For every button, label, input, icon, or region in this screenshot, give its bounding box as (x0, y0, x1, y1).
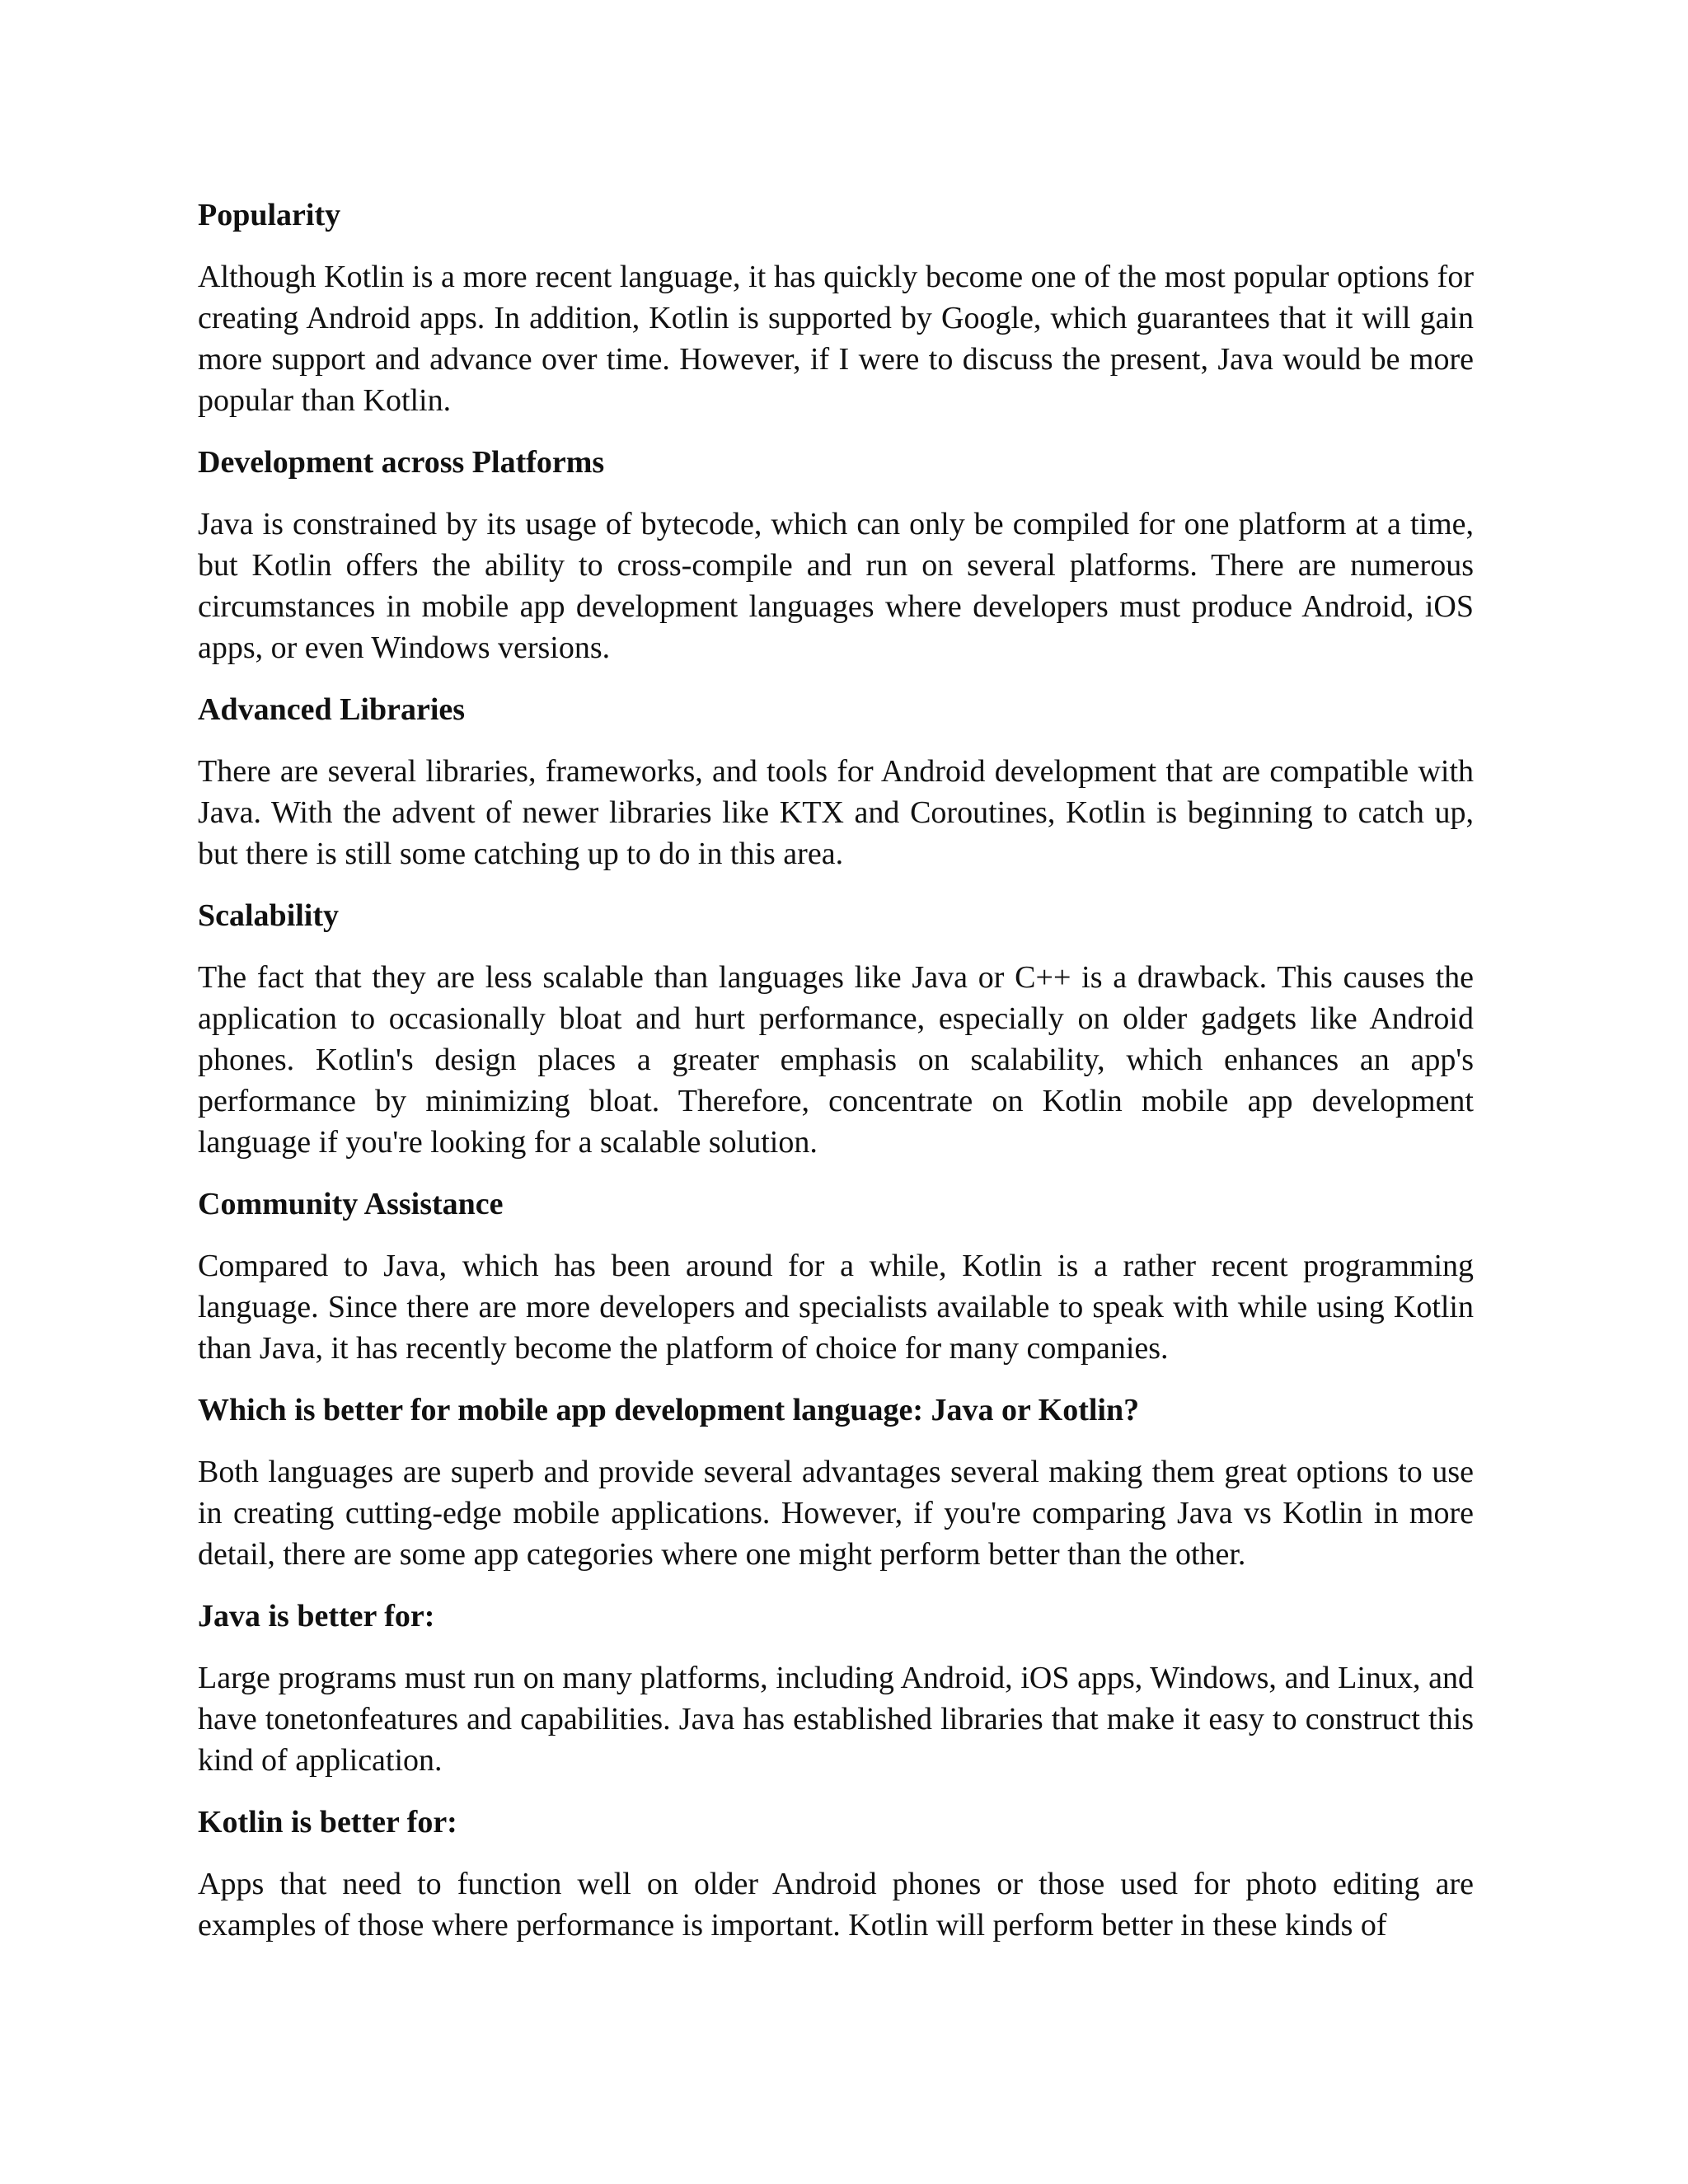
section-paragraph: Apps that need to function well on older Android phones or those used for photo editing are examples of those where performance is important. Kotlin will perform better in these kinds of (198, 1867, 1474, 1943)
section-paragraph: Large programs must run on many platforms, including Android, iOS apps, Windows, and Linux, and have tonetonfeatures and capabilities. Java has established libraries that make it easy to construct this kind of application. (198, 1661, 1474, 1778)
section-java-is-better-for (198, 1596, 1474, 1781)
section-paragraph: Both languages are superb and provide several advantages several making them great options to use in creating cutting-edge mobile applications. However, if you're comparing Java vs Kotlin in more detail, there are some app categories where one might perform better than the other. (198, 1455, 1474, 1572)
section-popularity (198, 194, 1474, 421)
section-heading: Popularity (198, 198, 341, 232)
section-heading: Scalability (198, 898, 340, 933)
section-paragraph: There are several libraries, frameworks, and tools for Android development that are compatible with Java. With the advent of newer libraries like KTX and Coroutines, Kotlin is beginning to catch up, but there is still some catching up to do in this area. (198, 754, 1474, 871)
document-page (198, 194, 1474, 1966)
section-community-assistance (198, 1183, 1474, 1369)
section-scalability (198, 895, 1474, 1163)
section-heading: Java is better for: (198, 1599, 435, 1633)
section-heading: Which is better for mobile app development language: Java or Kotlin? (198, 1393, 1140, 1427)
section-heading: Community Assistance (198, 1187, 504, 1221)
section-heading: Advanced Libraries (198, 692, 466, 727)
section-kotlin-is-better-for (198, 1802, 1474, 1946)
section-advanced-libraries (198, 689, 1474, 874)
section-paragraph: The fact that they are less scalable than languages like Java or C++ is a drawback. This causes the application to occasionally bloat and hurt performance, especially on older gadgets like Android phones. Kotlin's design places a greater emphasis on scalability, which enhances an app's performance by minimizing bloat. Therefore, concentrate on Kotlin mobile app development language if you're looking for a scalable solution. (198, 960, 1474, 1160)
section-heading: Development across Platforms (198, 445, 605, 480)
section-paragraph: Java is constrained by its usage of bytecode, which can only be compiled for one platform at a time, but Kotlin offers the ability to cross-compile and run on several platforms. There are numerous circumstances in mobile app development languages where developers must produce Android, iOS apps, or even Windows versions. (198, 507, 1474, 665)
section-development-across-platforms (198, 442, 1474, 668)
section-paragraph: Although Kotlin is a more recent language, it has quickly become one of the most popular options for creating Android apps. In addition, Kotlin is supported by Google, which guarantees that it will gain more support and advance over time. However, if I were to discuss the present, Java would be more popular than Kotlin. (198, 260, 1474, 418)
section-which-is-better (198, 1390, 1474, 1575)
section-heading: Kotlin is better for: (198, 1805, 457, 1840)
section-paragraph: Compared to Java, which has been around for a while, Kotlin is a rather recent programming language. Since there are more developers and specialists available to speak with while using Kotlin than Java, it has recently become the platform of choice for many companies. (198, 1249, 1474, 1366)
